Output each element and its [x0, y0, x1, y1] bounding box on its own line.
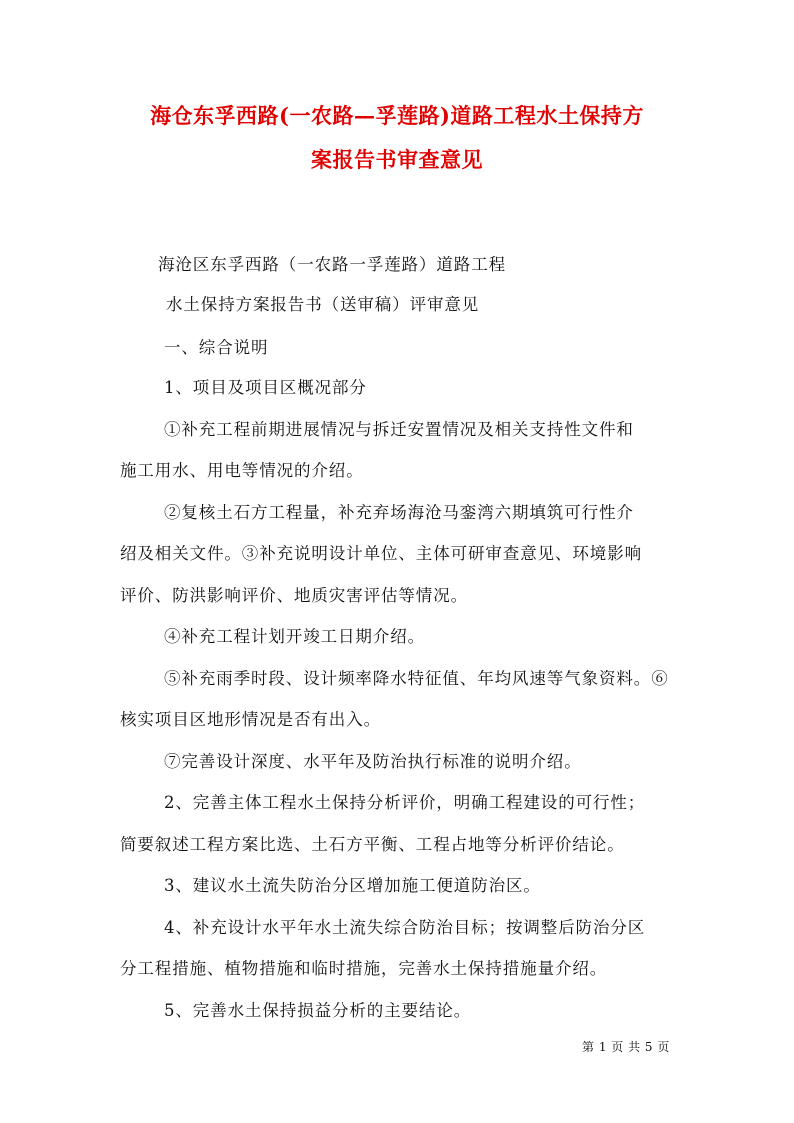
paragraph-line: 施工用水、用电等情况的介绍。	[120, 461, 364, 480]
section-heading: 一、综合说明	[164, 338, 269, 357]
paragraph-line: 2、完善主体工程水土保持分析评价，明确工程建设的可行性；	[164, 793, 646, 812]
paragraph-line: 简要叙述工程方案比选、土石方平衡、工程占地等分析评价结论。	[120, 835, 625, 854]
subtitle-line: 海沧区东孚西路（一农路一孚莲路）道路工程	[158, 255, 506, 274]
document-title-line-2: 案报告书审查意见	[311, 147, 483, 172]
paragraph-line: 4、补充设计水平年水土流失综合防治目标；按调整后防治分区	[164, 918, 646, 937]
subsection-heading: 1、项目及项目区概况部分	[164, 378, 367, 397]
paragraph-line: ⑦完善设计深度、水平年及防治执行标准的说明介绍。	[164, 752, 582, 771]
paragraph-line: 绍及相关文件。③补充说明设计单位、主体可研审查意见、环境影响	[120, 544, 642, 563]
paragraph-line: ②复核土石方工程量，补充弃场海沧马銮湾六期填筑可行性介	[164, 503, 634, 522]
page-number-footer: 第 1 页 共 5 页	[582, 1040, 670, 1054]
paragraph-line: ④补充工程计划开竣工日期介绍。	[164, 627, 425, 646]
paragraph-line: 评价、防洪影响评价、地质灾害评估等情况。	[120, 586, 468, 605]
paragraph-line: ⑤补充雨季时段、设计频率降水特征值、年均风速等气象资料。⑥	[164, 669, 669, 688]
paragraph-line: ①补充工程前期进展情况与拆迁安置情况及相关支持性文件和	[164, 420, 634, 439]
subtitle-line: 水土保持方案报告书（送审稿）评审意见	[166, 295, 480, 314]
document-title-line-1: 海仓东孚西路(一农路—孚莲路)道路工程水土保持方	[150, 103, 644, 128]
paragraph-line: 分工程措施、植物措施和临时措施，完善水土保持措施量介绍。	[120, 959, 608, 978]
paragraph-line: 5、完善水土保持损益分析的主要结论。	[164, 1001, 472, 1020]
paragraph-line: 3、建议水土流失防治分区增加施工便道防治区。	[164, 876, 541, 895]
paragraph-line: 核实项目区地形情况是否有出入。	[120, 710, 381, 729]
